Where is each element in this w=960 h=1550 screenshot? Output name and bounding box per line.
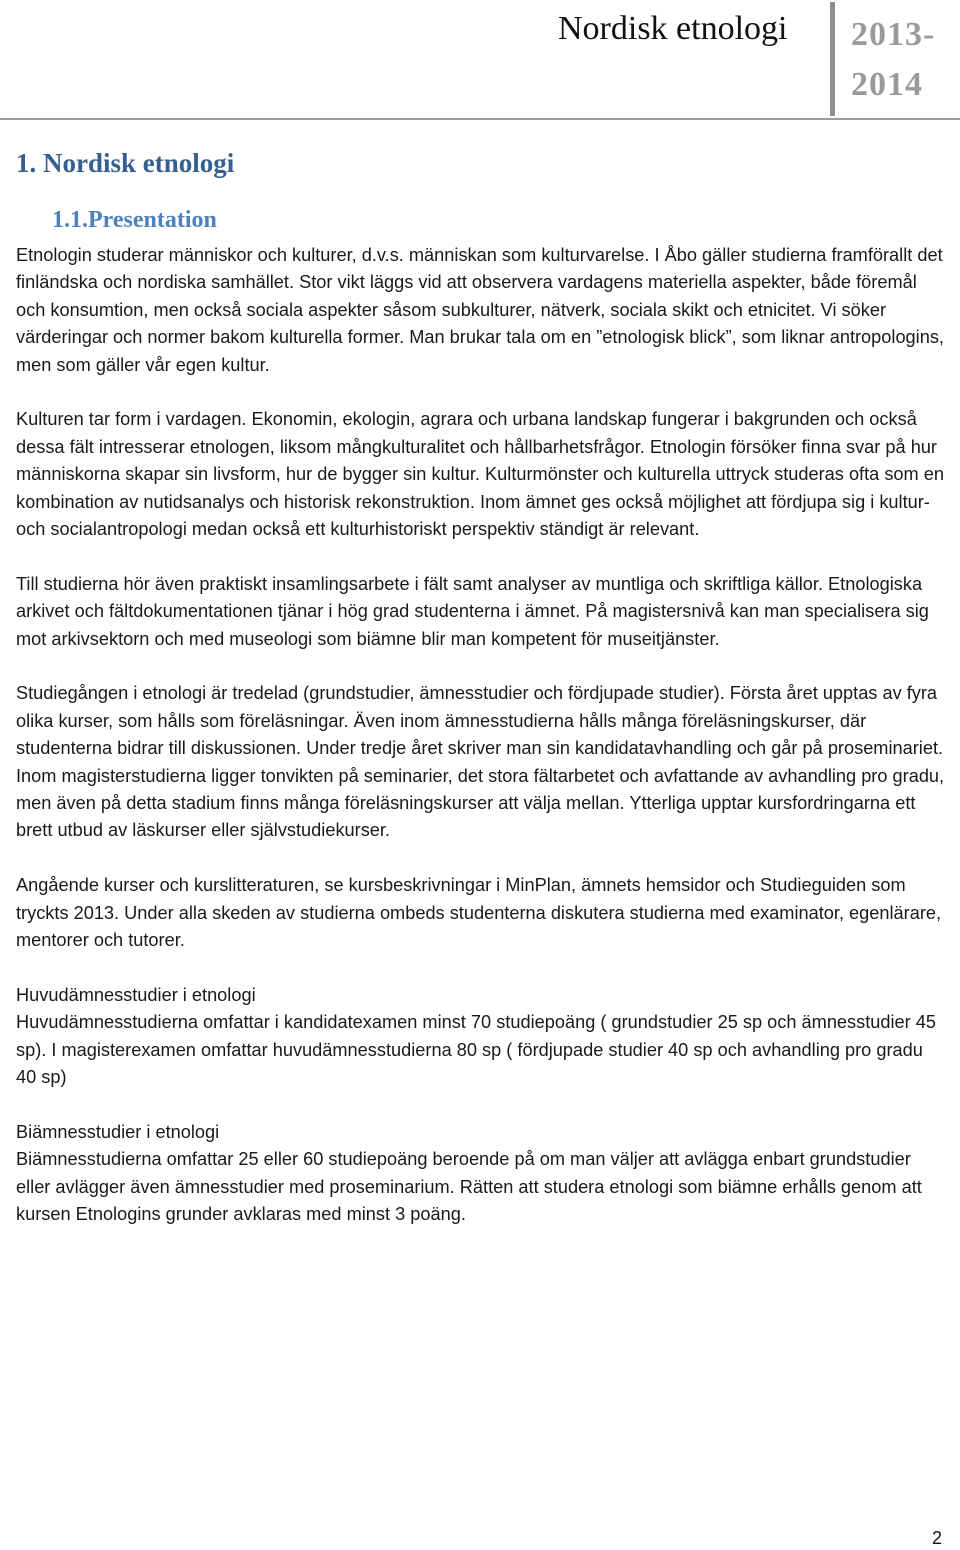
header-year-box xyxy=(830,2,960,116)
paragraph-minor-studies: Biämnesstudierna omfattar 25 eller 60 studiepoäng beroende på om man väljer att avlägga enbart grundstudier eller avlägger även ämnesstudier med proseminarium. Rätten att studera etnologi som biämne erhålls genom att kursen Etnologins grunder avklaras med minst 3 poäng. xyxy=(16,1149,922,1225)
header-title: Nordisk etnologi xyxy=(558,10,788,47)
paragraph-culture: Kulturen tar form i vardagen. Ekonomin, ekologin, agrara och urbana landskap fungerar i bakgrunden och också dessa fält intresserar etnologen, liksom mångkulturalitet och hållbarhetsfrågor. Etnologin försöker finna svar på hur människorna skapar sin livsform, hur de bygger sin kultur. Kulturmönster och kulturella uttryck studeras ofta som en kombination av nutidsanalys och historisk rekonstruktion. Inom ämnet ges också möjlighet att fördjupa sig i kultur- och socialantropologi medan också ett kulturhistoriskt perspektiv ständigt är relevant. xyxy=(16,409,944,540)
paragraph-major-studies: Huvudämnesstudierna omfattar i kandidatexamen minst 70 studiepoäng ( grundstudier 25 sp och ämnesstudier 45 sp). I magisterexamen omfattar huvudämnesstudierna 80 sp ( fördjupade studier 40 sp och avhandling pro gradu 40 sp) xyxy=(16,1012,937,1088)
paragraph-study-path: Studiegången i etnologi är tredelad (grundstudier, ämnesstudier och fördjupade studier). Första året upptas av fyra olika kurser, som hålls som föreläsningar. Även inom ämnesstudierna hålls många föreläsningskurser, där studenterna bidrar till diskussionen. Under tredje året skriver man sin kandidatavhandling och går på proseminariet. Inom magisterstudierna ligger tonvikten på seminarier, det stora fältarbetet och avfattande av avhandling pro gradu, men även på detta stadium finns många föreläsningskurser att välja mellan. Ytterliga upptar kursfordringarna ett brett utbud av läskurser eller självstudiekurser. xyxy=(16,683,945,841)
subheading-major-studies: Huvudämnesstudier i etnologi xyxy=(16,984,256,1005)
paragraph-courses: Angående kurser och kurslitteraturen, se kursbeskrivningar i MinPlan, ämnets hemsidor och Studieguiden som tryckts 2013. Under alla skeden av studierna ombeds studenterna diskutera studierna med examinator, egenlärare, mentorer och tutorer. xyxy=(16,875,942,951)
document-body xyxy=(16,242,946,1256)
header-year-end: 2014 xyxy=(851,66,923,103)
header-divider xyxy=(0,118,960,120)
chapter-heading: 1. Nordisk etnologi xyxy=(16,148,235,178)
header-year-start: 2013- xyxy=(851,16,936,53)
paragraph-intro: Etnologin studerar människor och kulturer, d.v.s. människan som kulturvarelse. I Åbo gäller studierna framförallt det finländska och nordiska samhället. Stor vikt läggs vid att observera vardagens materiella aspekter, både föremål och konsumtion, men också sociala aspekter såsom subkulturer, nätverk, sociala skikt och etnicitet. Vi söker värderingar och normer bakom kulturella former. Man brukar tala om en ”etnologisk blick”, som liknar antropologins, men som gäller vår egen kultur. xyxy=(16,245,944,375)
page-number: 2 xyxy=(932,1528,943,1548)
paragraph-fieldwork: Till studierna hör även praktiskt insamlingsarbete i fält samt analyser av muntliga och skriftliga källor. Etnologiska arkivet och fältdokumentationen tjänar i hög grad studenterna i ämnet. På magistersnivå kan man specialisera sig mot arkivsektorn och med museologi som biämne blir man kompetent för museitjänster. xyxy=(16,573,929,649)
subheading-minor-studies: Biämnesstudier i etnologi xyxy=(16,1121,220,1142)
section-heading: 1.1.Presentation xyxy=(52,207,217,233)
